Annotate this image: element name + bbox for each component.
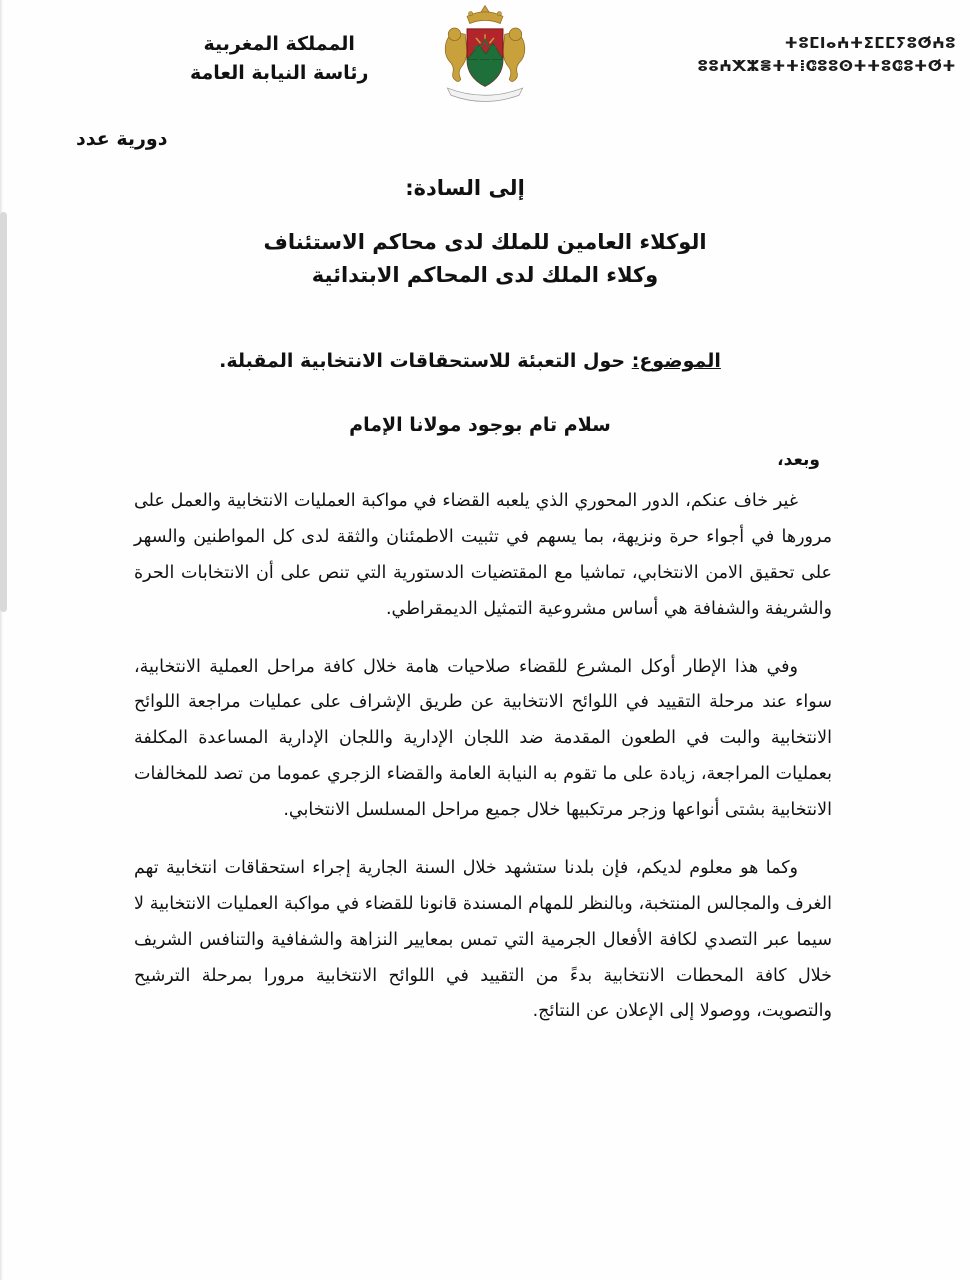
amazigh-heading [698,32,957,77]
subject-label: الموضوع: [631,350,721,372]
after-greeting: وبعد، [777,450,820,470]
vertical-scrollbar[interactable] [0,0,7,1280]
amazigh-line-2: ⵓⵓⵄⵅⵣⴻⵜⵜⵂⵛⵓⵓⵙⵜⵜⵓⵛⵓⵜⵚⵜ [697,56,956,75]
salutation: إلى السادة: [405,176,525,200]
document-header [0,0,970,118]
institution-line: رئاسة النيابة العامة [190,61,369,84]
addressee-block [0,176,970,291]
kingdom-line: المملكة المغربية [203,33,355,55]
document-body [134,484,832,1030]
recipient-appeal-courts: الوكلاء العامين للملك لدى محاكم الاستئناف [263,230,707,254]
paragraph: وكما هو معلوم لديكم، فإن بلدنا ستشهد خلال السنة الجارية إجراء استحقاقات انتخابية تهم الغرف والمجالس المنتخبة، وبالنظر للمهام المسندة قانونا للقضاء في مواكبة العمليات الانتخابية لا سيما عبر التصدي لكافة الأفعال الجرمية التي تمس بمعايير النزاهة والشفافية والتنافس الشريف خلال كافة المحطات الانتخابية بدءً من التقييد في اللوائح الانتخابية مرورا بمرحلة الترشيح والتصويت، ووصولا إلى الإعلان عن النتائج. [134,857,832,1022]
subject-line [0,350,970,372]
circular-number: دورية عدد [76,128,168,150]
recipient-first-instance-courts: وكلاء الملك لدى المحاكم الابتدائية [311,262,659,287]
greeting-line: سلام تام بوجود مولانا الإمام [349,414,611,436]
state-heading [190,30,368,87]
amazigh-line-1: ⵜⵓⵎⵏⴰⵄⵜⵉⵎⵎⵢⵓⵚⵄⵓ [784,34,956,52]
morocco-coat-of-arms-icon [431,2,539,106]
paragraph: وفي هذا الإطار أوكل المشرع للقضاء صلاحيات هامة خلال كافة مراحل العملية الانتخابية، سواء عند مرحلة التقييد في اللوائح الانتخابية عن طريق الإشراف على عمليات مراجعة اللوائح الانتخابية والبت في الطعون المقدمة ضد اللجان الإدارية واللجان الإدارية المساعدة المكلفة بعمليات المراجعة، زيادة على ما تقوم به النيابة العامة والقضاء الزجري عموما من تصد للمخالفات الانتخابية بشتى أنواعها وزجر مرتكبيها خلال جميع مراحل المسلسل الانتخابي. [134,656,832,820]
scrollbar-thumb[interactable] [0,212,7,612]
paragraph: غير خاف عنكم، الدور المحوري الذي يلعبه القضاء في مواكبة العمليات الانتخابية والعمل على مرورها في أجواء حرة ونزيهة، بما يسهم في تثبيت الاطمئنان والثقة لدى كل المواطنين والسهر على تحقيق الامن الانتخابي، تماشيا مع المقتضيات الدستورية التي تنص على أن الانتخابات الحرة والشريفة والشفافة هي أساس مشروعية التمثيل الديمقراطي. [134,491,832,619]
subject-text: حول التعبئة للاستحقاقات الانتخابية المقبلة. [219,350,632,372]
